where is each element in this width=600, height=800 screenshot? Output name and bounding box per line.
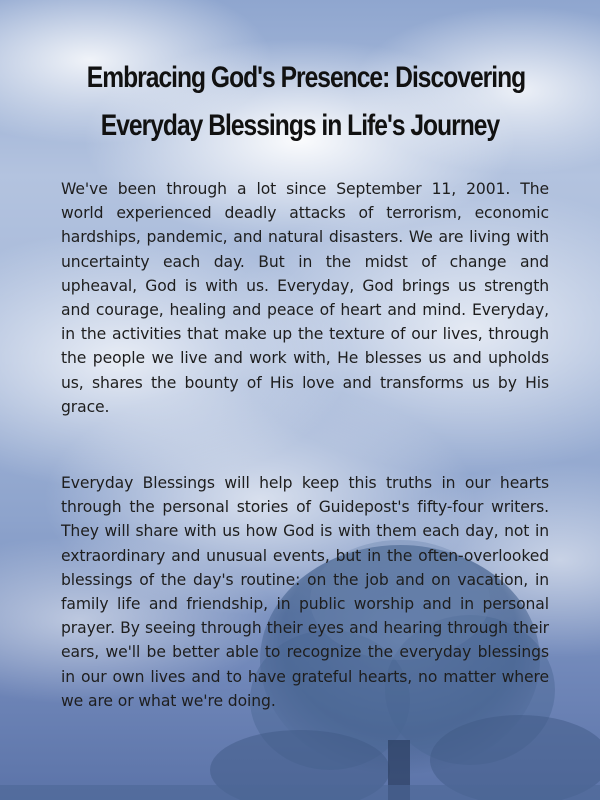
body-paragraph-1: We've been through a lot since September 11, 2001. The world experienced deadly attacks of terrorism, economic hardships, pandemic, and natural disasters. We are living with uncertainty each day. But in the midst of change and upheaval, God is with us. Everyday, God brings us strength and courage, healing and peace of heart and mind. Everyday, in the activities that make up the texture of our lives, through the people we live and work with, He blesses us and upholds us, shares the bounty of His love and transforms us by His grace. [61, 180, 549, 416]
title-line-1: Embracing God's Presence: Discovering [86, 61, 526, 94]
body-paragraph-2: Everyday Blessings will help keep this truths in our hearts through the personal stories of Guidepost's fifty-four writers. They will share with us how God is with them each day, not in extraordinary and unusual events, but in the often-overlooked blessings of the day's routine: on the job and on vacation, in family life and friendship, in public worship and in personal prayer. By seeing through their eyes and hearing through their ears, we'll be better able to recognize the everyday blessings in our own lives and to have grateful hearts, no matter where we are or what we're doing. [61, 474, 549, 710]
title-line-2: Everyday Blessings in Life's Journey [100, 109, 500, 142]
page-title [86, 54, 526, 150]
